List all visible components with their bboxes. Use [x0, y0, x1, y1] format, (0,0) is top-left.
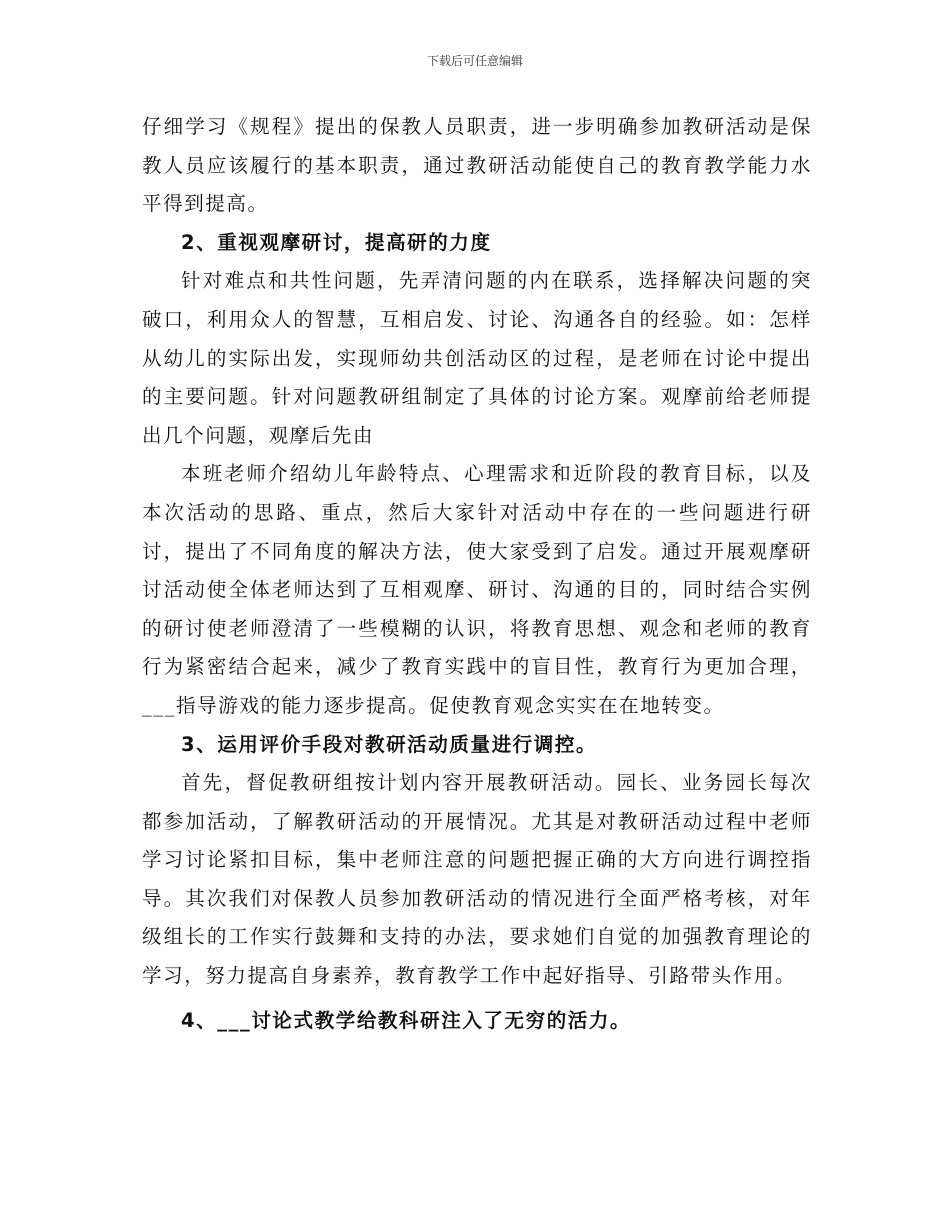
paragraph-difficult-problems: 针对难点和共性问题，先弄清问题的内在联系，选择解决问题的突破口，利用众人的智慧，互相启发、讨论、沟通各自的经验。如：怎样从幼儿的实际出发，实现师幼共创活动区的过程，是老师在讨论中提出的主要问题。针对问题教研组制定了具体的讨论方案。观摩前给老师提出几个问题，观摩后先由 [142, 269, 812, 447]
page-header: 下载后可任意编辑 [426, 54, 523, 68]
heading-evaluation-control: 3、运用评价手段对教研活动质量进行调控。 [181, 732, 598, 756]
heading-discussion-teaching: 4、___讨论式教学给教科研注入了无穷的活力。 [181, 1008, 632, 1032]
document-body [142, 108, 812, 1040]
paragraph-duties: 仔细学习《规程》提出的保教人员职责，进一步明确参加教研活动是保教人员应该履行的基本职责，通过教研活动能使自己的教育教学能力水平得到提高。 [142, 115, 812, 216]
paragraph-supervision: 首先，督促教研组按计划内容开展教研活动。园长、业务园长每次都参加活动，了解教研活动的开展情况。尤其是对教研活动过程中老师学习讨论紧扣目标，集中老师注意的问题把握正确的大方向进行调控指导。其次我们对保教人员参加教研活动的情况进行全面严格考核，对年级组长的工作实行鼓舞和支持的办法，要求她们自觉的加强教育理论的学习，努力提高自身素养，教育教学工作中起好指导、引路带头作用。 [142, 771, 812, 988]
heading-observation-discussion: 2、重视观摩研讨，提高研的力度 [181, 230, 492, 254]
paragraph-class-teacher: 本班老师介绍幼儿年龄特点、心理需求和近阶段的教育目标，以及本次活动的思路、重点，然后大家针对活动中存在的一些问题进行研讨，提出了不同角度的解决方法，使大家受到了启发。通过开展观摩研讨活动使全体老师达到了互相观摩、研讨、沟通的目的，同时结合实例的研讨使老师澄清了一些模糊的认识，将教育思想、观念和老师的教育行为紧密结合起来，减少了教育实践中的盲目性，教育行为更加合理，___指导游戏的能力逐步提高。促使教育观念实实在在地转变。 [142, 462, 812, 717]
